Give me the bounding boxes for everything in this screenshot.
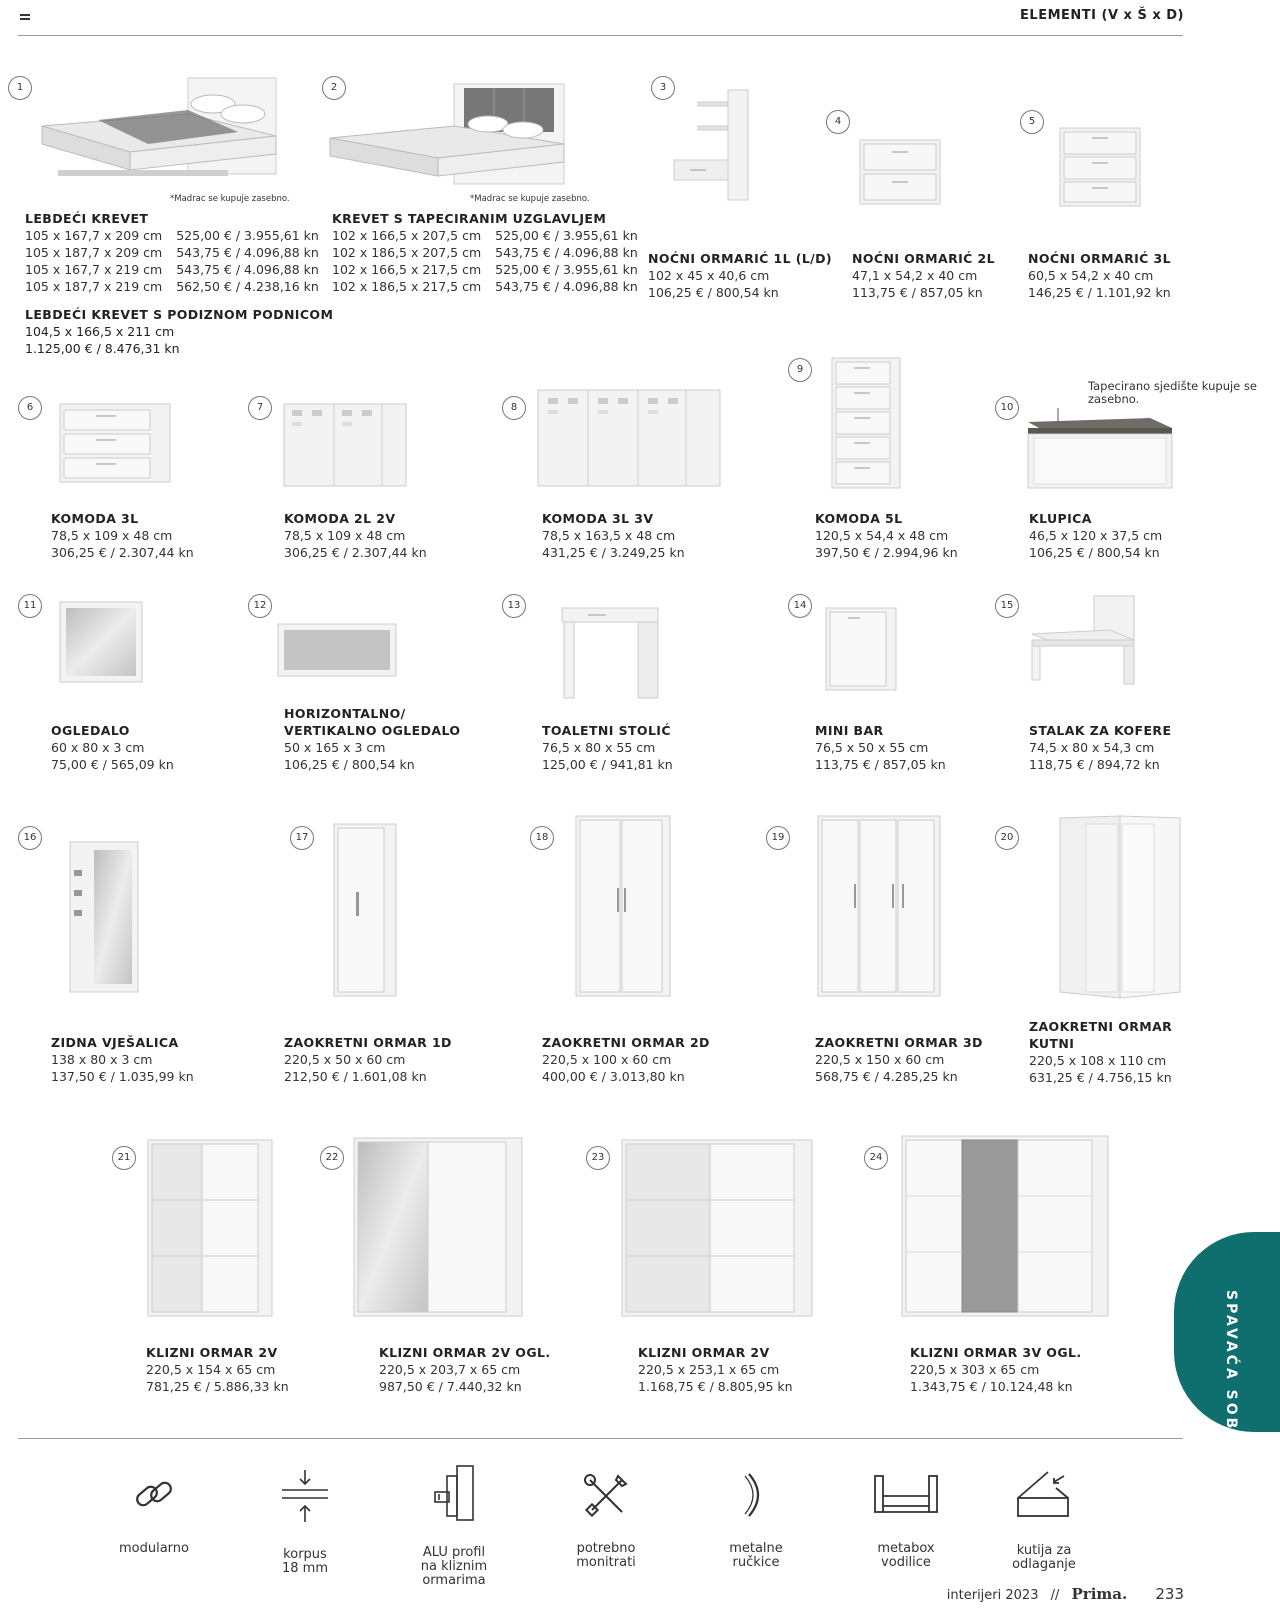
sliding-wardrobe-2-doors-mirror-image [352, 1136, 524, 1318]
item-18-text [542, 1034, 710, 1085]
price: 125,00 € / 941,81 kn [542, 757, 673, 772]
item-24-text [910, 1344, 1082, 1395]
item-number: 2 [322, 76, 346, 100]
dims: 102 x 45 x 40,6 cm [648, 268, 770, 283]
price: 525,00 € / 3.955,61 kn [495, 228, 638, 243]
dims: 104,5 x 166,5 x 211 cm [25, 324, 175, 339]
mirror-image [58, 600, 144, 684]
dresser-2-drawers-2-doors-image [282, 402, 410, 490]
hamburger-icon[interactable] [20, 14, 30, 23]
item-number: 20 [995, 826, 1019, 850]
feature-label: korpus 18 mm [281, 1547, 328, 1576]
item-number: 12 [248, 594, 272, 618]
price: 106,25 € / 800,54 kn [648, 285, 779, 300]
horizontal-mirror-image [276, 622, 398, 678]
item-number: 1 [8, 76, 32, 100]
dims: 220,5 x 303 x 65 cm [910, 1362, 1040, 1377]
price: 568,75 € / 4.285,25 kn [815, 1069, 958, 1084]
item-name: LEBDEĆI KREVET [25, 211, 149, 226]
item-number: 17 [290, 826, 314, 850]
price: 113,75 € / 857,05 kn [852, 285, 983, 300]
table-row [25, 261, 333, 278]
item-5-text [1028, 250, 1171, 301]
table-row [25, 227, 333, 244]
price: 543,75 € / 4.096,88 kn [495, 245, 638, 260]
vanity-table-image [560, 606, 662, 702]
price: 118,75 € / 894,72 kn [1029, 757, 1160, 772]
price: 146,25 € / 1.101,92 kn [1028, 285, 1171, 300]
price: 781,25 € / 5.886,33 kn [146, 1379, 289, 1394]
item-name: KREVET S TAPECIRANIM UZGLAVLJEM [332, 211, 607, 226]
section-tab-label [1222, 1290, 1240, 1445]
wardrobe-3-doors-image [816, 814, 942, 998]
item-15-text [1029, 722, 1171, 773]
item-16-text [51, 1034, 194, 1085]
item-number: 23 [586, 1146, 610, 1170]
feature-label: potrebno monitrati [576, 1541, 636, 1570]
item-19-text [815, 1034, 983, 1085]
size-price-table [25, 227, 333, 295]
item-12-text [284, 705, 460, 773]
metal-handle-icon [741, 1472, 771, 1518]
dims: 220,5 x 154 x 65 cm [146, 1362, 276, 1377]
price: 1.168,75 € / 8.805,95 kn [638, 1379, 793, 1394]
item-17-text [284, 1034, 452, 1085]
price: 106,25 € / 800,54 kn [1029, 545, 1160, 560]
item-11-text [51, 722, 174, 773]
item-number: 22 [320, 1146, 344, 1170]
luggage-rack-image [1030, 594, 1140, 686]
panel-thickness-icon [280, 1468, 330, 1524]
price: 212,50 € / 1.601,08 kn [284, 1069, 427, 1084]
dims: 76,5 x 80 x 55 cm [542, 740, 656, 755]
dims: 102 x 166,5 x 217,5 cm [332, 262, 482, 277]
item-name: HORIZONTALNO/ VERTIKALNO OGLEDALO [284, 706, 461, 738]
dims: 102 x 186,5 x 207,5 cm [332, 245, 482, 260]
item-3-text [648, 250, 832, 301]
dims: 138 x 80 x 3 cm [51, 1052, 153, 1067]
storage-box-icon [1012, 1468, 1076, 1520]
price: 1.343,75 € / 10.124,48 kn [910, 1379, 1073, 1394]
price: 306,25 € / 2.307,44 kn [51, 545, 194, 560]
item-number: 21 [112, 1146, 136, 1170]
table-row [25, 278, 333, 295]
item-10-text [1029, 510, 1162, 561]
section-title: ELEMENTI (V x Š x D) [1020, 8, 1184, 23]
feature-handles [696, 1472, 816, 1570]
item-number: 24 [864, 1146, 888, 1170]
dims: 60,5 x 54,2 x 40 cm [1028, 268, 1154, 283]
dims: 46,5 x 120 x 37,5 cm [1029, 528, 1163, 543]
corner-wardrobe-image [1058, 814, 1182, 1000]
price: 543,75 € / 4.096,88 kn [176, 262, 319, 277]
item-name: OGLEDALO [51, 723, 130, 738]
table-row [332, 261, 652, 278]
feature-panel [245, 1468, 365, 1576]
bed-extra-text [25, 306, 333, 357]
item-name: MINI BAR [815, 723, 884, 738]
sliding-wardrobe-2-doors-image [146, 1138, 274, 1318]
feature-storage-box [984, 1468, 1104, 1572]
dims: 120,5 x 54,4 x 48 cm [815, 528, 949, 543]
item-number: 8 [502, 396, 526, 420]
dims: 105 x 187,7 x 219 cm [25, 279, 163, 294]
tools-icon [582, 1472, 630, 1518]
item-number: 19 [766, 826, 790, 850]
item-number: 16 [18, 826, 42, 850]
dims: 220,5 x 253,1 x 65 cm [638, 1362, 780, 1377]
mini-bar-image [824, 606, 900, 694]
dims: 220,5 x 108 x 110 cm [1029, 1053, 1167, 1068]
item-1-text [25, 210, 333, 295]
item-number: 18 [530, 826, 554, 850]
dims: 74,5 x 80 x 54,3 cm [1029, 740, 1155, 755]
item-name: KLIZNI ORMAR 3V OGL. [910, 1345, 1082, 1360]
sliding-wardrobe-2-doors-large-image [620, 1138, 814, 1318]
dims: 78,5 x 109 x 48 cm [51, 528, 173, 543]
wardrobe-2-doors-image [574, 814, 672, 998]
dims: 60 x 80 x 3 cm [51, 740, 145, 755]
dims: 102 x 166,5 x 207,5 cm [332, 228, 482, 243]
feature-drawer-rails [846, 1472, 966, 1570]
item-number: 11 [18, 594, 42, 618]
upholstered-bed-image [328, 82, 568, 192]
item-20-text [1029, 1018, 1172, 1086]
item-name: NOĆNI ORMARIĆ 2L [852, 251, 995, 266]
price: 400,00 € / 3.013,80 kn [542, 1069, 685, 1084]
item-number: 14 [788, 594, 812, 618]
item-8-text [542, 510, 685, 561]
dresser-3-drawers-image [58, 402, 174, 486]
price: 1.125,00 € / 8.476,31 kn [25, 341, 180, 356]
mattress-note: *Madrac se kupuje zasebno. [170, 194, 290, 204]
section-tab-line1: SPAVAĆA [1223, 1290, 1239, 1382]
item-number: 4 [826, 110, 850, 134]
table-row [332, 227, 652, 244]
footer-separator: // [1050, 1588, 1060, 1603]
dims: 76,5 x 50 x 55 cm [815, 740, 929, 755]
price: 75,00 € / 565,09 kn [51, 757, 174, 772]
dims: 50 x 165 x 3 cm [284, 740, 386, 755]
tall-dresser-5-drawers-image [830, 356, 904, 492]
feature-label: modularno [119, 1541, 189, 1556]
header-divider [18, 35, 1183, 36]
item-name: ZAOKRETNI ORMAR KUTNI [1029, 1019, 1173, 1051]
chain-link-icon [132, 1472, 176, 1518]
size-price-table [332, 227, 652, 295]
item-name: ZAOKRETNI ORMAR 3D [815, 1035, 983, 1050]
price: 525,00 € / 3.955,61 kn [176, 228, 319, 243]
price: 431,25 € / 3.249,25 kn [542, 545, 685, 560]
page-number: 233 [1155, 1585, 1184, 1603]
feature-modular [94, 1472, 214, 1556]
item-9-text [815, 510, 958, 561]
dims: 105 x 167,7 x 209 cm [25, 228, 163, 243]
dims: 220,5 x 203,7 x 65 cm [379, 1362, 521, 1377]
item-4-text [852, 250, 995, 301]
table-row [332, 244, 652, 261]
bench-image [1026, 388, 1176, 492]
price: 987,50 € / 7.440,32 kn [379, 1379, 522, 1394]
nightstand-2-drawers-image [856, 136, 946, 208]
dims: 47,1 x 54,2 x 40 cm [852, 268, 978, 283]
item-7-text [284, 510, 427, 561]
table-row [25, 244, 333, 261]
dims: 78,5 x 109 x 48 cm [284, 528, 406, 543]
item-name: NOĆNI ORMARIĆ 3L [1028, 251, 1171, 266]
item-name: KLIZNI ORMAR 2V OGL. [379, 1345, 551, 1360]
dims: 78,5 x 163,5 x 48 cm [542, 528, 676, 543]
item-name: KOMODA 3L [51, 511, 139, 526]
item-number: 3 [651, 76, 675, 100]
publication-name: interijeri 2023 [946, 1588, 1039, 1603]
floating-bed-image [38, 74, 278, 186]
item-name: STALAK ZA KOFERE [1029, 723, 1172, 738]
dims: 105 x 187,7 x 209 cm [25, 245, 163, 260]
price: 631,25 € / 4.756,15 kn [1029, 1070, 1172, 1085]
item-number: 15 [995, 594, 1019, 618]
feature-label: ALU profil na kliznim ormarima [420, 1545, 488, 1588]
item-number: 10 [995, 396, 1019, 420]
dims: 220,5 x 100 x 60 cm [542, 1052, 672, 1067]
dims: 105 x 167,7 x 219 cm [25, 262, 163, 277]
item-21-text [146, 1344, 289, 1395]
item-name: KLIZNI ORMAR 2V [146, 1345, 278, 1360]
wall-hanger-image [68, 840, 142, 996]
section-tab-line2: SOBA [1223, 1389, 1239, 1446]
table-row [332, 278, 652, 295]
alu-profile-icon [429, 1464, 479, 1522]
item-name: ZAOKRETNI ORMAR 2D [542, 1035, 710, 1050]
dims: 220,5 x 150 x 60 cm [815, 1052, 945, 1067]
item-13-text [542, 722, 673, 773]
item-2-text [332, 210, 652, 295]
features-divider [18, 1438, 1183, 1439]
item-name: TOALETNI STOLIĆ [542, 723, 671, 738]
drawer-rail-icon [871, 1472, 941, 1518]
feature-label: kutija za odlaganje [1012, 1543, 1076, 1572]
mattress-note: *Madrac se kupuje zasebno. [470, 194, 590, 204]
wardrobe-1-door-image [332, 822, 398, 998]
price: 137,50 € / 1.035,99 kn [51, 1069, 194, 1084]
item-name: LEBDEĆI KREVET S PODIZNOM PODNICOM [25, 307, 334, 322]
item-number: 13 [502, 594, 526, 618]
dims: 102 x 186,5 x 217,5 cm [332, 279, 482, 294]
item-23-text [638, 1344, 793, 1395]
item-6-text [51, 510, 194, 561]
price: 562,50 € / 4.238,16 kn [176, 279, 319, 294]
price: 543,75 € / 4.096,88 kn [495, 279, 638, 294]
item-name: NOĆNI ORMARIĆ 1L (L/D) [648, 251, 833, 266]
item-number: 9 [788, 358, 812, 382]
nightstand-1-drawer-image [672, 88, 752, 203]
item-name: KOMODA 5L [815, 511, 903, 526]
item-name: ZIDNA VJEŠALICA [51, 1035, 179, 1050]
dresser-3-drawers-3-doors-image [536, 388, 724, 492]
price: 113,75 € / 857,05 kn [815, 757, 946, 772]
item-name: ZAOKRETNI ORMAR 1D [284, 1035, 452, 1050]
item-number: 6 [18, 396, 42, 420]
feature-alu-profile [394, 1464, 514, 1588]
item-22-text [379, 1344, 551, 1395]
bench-cushion-note: Tapecirano sjedište kupuje se zasebno. [1088, 379, 1257, 406]
item-name: KOMODA 2L 2V [284, 511, 396, 526]
price: 306,25 € / 2.307,44 kn [284, 545, 427, 560]
item-name: KLIZNI ORMAR 2V [638, 1345, 770, 1360]
item-14-text [815, 722, 946, 773]
dims: 220,5 x 50 x 60 cm [284, 1052, 406, 1067]
feature-assembly [546, 1472, 666, 1570]
brand-logo: Prima. [1071, 1585, 1128, 1603]
item-number: 7 [248, 396, 272, 420]
item-number: 5 [1020, 110, 1044, 134]
price: 106,25 € / 800,54 kn [284, 757, 415, 772]
feature-label: metabox vodilice [877, 1541, 935, 1570]
feature-label: metalne ručkice [729, 1541, 783, 1570]
sliding-wardrobe-3-doors-mirror-image [900, 1134, 1110, 1318]
page-footer [947, 1585, 1184, 1603]
price: 543,75 € / 4.096,88 kn [176, 245, 319, 260]
nightstand-3-drawers-image [1056, 124, 1146, 210]
price: 525,00 € / 3.955,61 kn [495, 262, 638, 277]
item-name: KLUPICA [1029, 511, 1092, 526]
price: 397,50 € / 2.994,96 kn [815, 545, 958, 560]
item-name: KOMODA 3L 3V [542, 511, 654, 526]
